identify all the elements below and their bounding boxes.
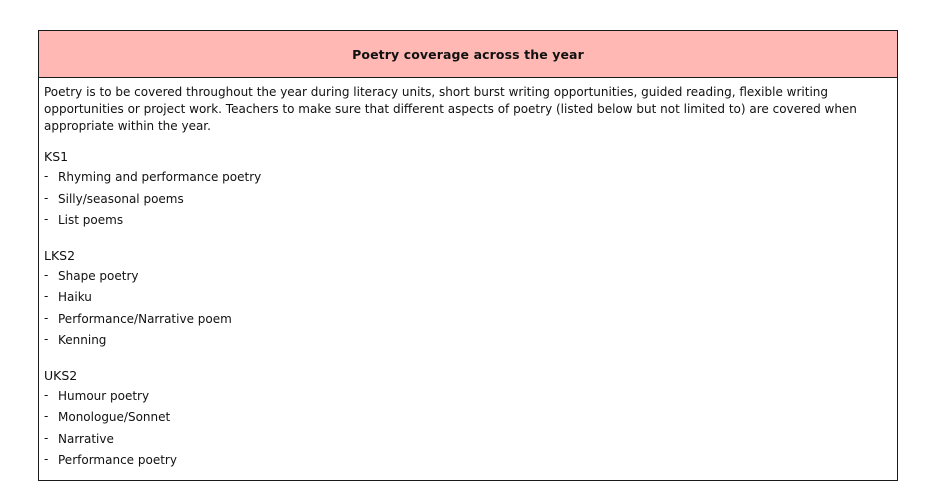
dash-bullet: - bbox=[44, 452, 49, 466]
dash-bullet: - bbox=[44, 332, 49, 346]
section-ks1 bbox=[44, 148, 889, 234]
list-item bbox=[44, 268, 889, 290]
list-item-label: Kenning bbox=[58, 333, 107, 347]
list-item bbox=[44, 289, 889, 311]
section-title-uks2: UKS2 bbox=[44, 367, 78, 383]
dash-bullet: - bbox=[44, 289, 49, 303]
list-item-label: Performance poetry bbox=[58, 453, 177, 467]
dash-bullet: - bbox=[44, 430, 49, 445]
list-item bbox=[44, 169, 889, 191]
list-item bbox=[44, 388, 889, 410]
list-item-label: Humour poetry bbox=[58, 388, 150, 403]
dash-bullet: - bbox=[44, 310, 49, 325]
list-item bbox=[44, 212, 889, 234]
dash-bullet: - bbox=[44, 387, 49, 402]
dash-bullet: - bbox=[44, 409, 49, 423]
section-title-ks1: KS1 bbox=[44, 149, 69, 164]
list-item bbox=[44, 311, 889, 333]
list-item bbox=[44, 409, 889, 431]
section-uks2 bbox=[44, 367, 889, 474]
list-item-label: Narrative bbox=[58, 431, 114, 446]
list-item-label: Rhyming and performance poetry bbox=[58, 170, 262, 184]
list-item bbox=[44, 431, 889, 453]
dash-bullet: - bbox=[44, 190, 49, 205]
section-title-lks2: LKS2 bbox=[44, 247, 76, 263]
table-header bbox=[39, 31, 897, 78]
table-title: Poetry coverage across the year bbox=[352, 46, 584, 62]
list-item bbox=[44, 191, 889, 213]
list-item-label: Shape poetry bbox=[58, 268, 139, 283]
dash-bullet: - bbox=[44, 212, 49, 226]
list-item-label: Performance/Narrative poem bbox=[58, 311, 232, 326]
table-body bbox=[39, 78, 897, 480]
section-lks2 bbox=[44, 247, 889, 354]
intro-paragraph: Poetry is to be covered throughout the year during literacy units, short burst writing opportunities, guided reading, flexible writing opportunities or project work. Teachers to make sure that different aspects of poetry (listed below but not limited to) are covered when appropriate within the year. bbox=[44, 85, 857, 133]
list-item bbox=[44, 452, 889, 474]
poetry-coverage-table bbox=[38, 30, 898, 481]
list-item-label: Haiku bbox=[58, 290, 92, 304]
list-item-label: Monologue/Sonnet bbox=[58, 410, 171, 424]
list-item-label: List poems bbox=[58, 213, 124, 227]
list-item bbox=[44, 332, 889, 354]
dash-bullet: - bbox=[44, 169, 49, 183]
dash-bullet: - bbox=[44, 267, 49, 282]
list-item-label: Silly/seasonal poems bbox=[58, 191, 184, 206]
